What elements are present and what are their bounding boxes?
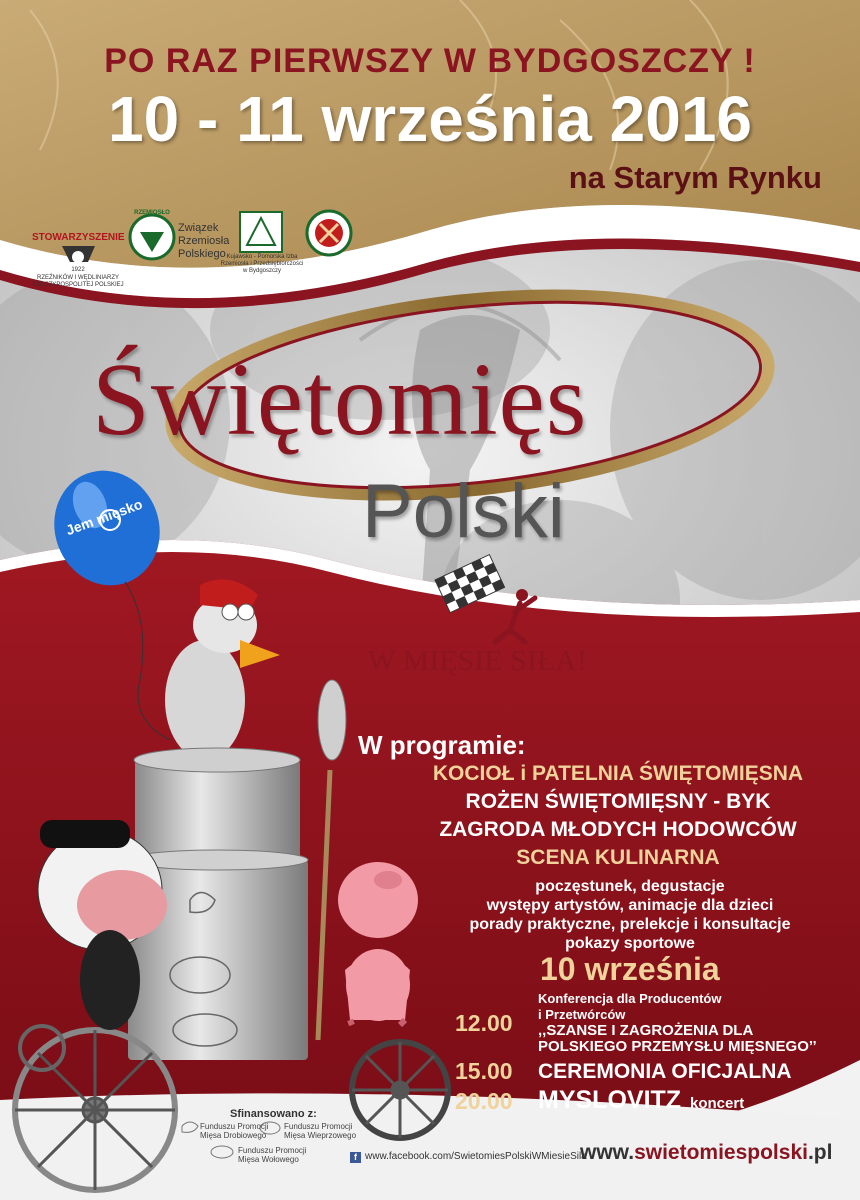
- fund-poultry: [200, 1122, 268, 1140]
- balloon-label: Jem mięsko: [63, 495, 145, 539]
- website-prefix: www.: [580, 1141, 635, 1164]
- event-dates: 10 - 11 września 2016: [108, 83, 752, 155]
- program-details: [445, 877, 815, 953]
- program-detail: pokazy sportowe: [565, 935, 695, 952]
- program-detail: występy artystów, animacje dla dzieci: [486, 897, 774, 914]
- website-name: swietomiespolski: [634, 1141, 808, 1164]
- event-venue: na Starym Rynku: [568, 160, 822, 195]
- website-link[interactable]: [580, 1141, 832, 1165]
- conference-line: ,,SZANSE I ZAGROŻENIA DLA: [538, 1022, 754, 1039]
- schedule-time: 20.00: [455, 1088, 513, 1114]
- program-detail: porady praktyczne, prelekcje i konsultacje: [469, 916, 791, 933]
- program-item: ROŻEN ŚWIĘTOMIĘSNY - BYK: [465, 790, 771, 813]
- stowarzyszenie-line1: RZEŹNIKÓW I WĘDLINIARZY: [36, 275, 119, 281]
- crest-logo-icon: [307, 211, 351, 255]
- brand-title: Świętomięs: [92, 342, 588, 457]
- zrp-line1: Związek: [178, 222, 219, 234]
- kp-line2: Rzemiosła i Przedsiębiorczości: [220, 261, 304, 267]
- conference-description: [538, 991, 817, 1055]
- brand-subtitle: Polski: [362, 469, 565, 554]
- fund-line: Mięsa Wołowego: [238, 1155, 299, 1164]
- stowarzyszenie-year: 1922: [71, 267, 85, 273]
- zrp-line3: Polskiego: [178, 248, 226, 260]
- facebook-icon: f: [350, 1152, 361, 1163]
- zrp-logo-icon: [130, 215, 174, 259]
- conference-line: i Przetwórców: [538, 1007, 626, 1022]
- fund-beef: [238, 1146, 306, 1164]
- program-item: SCENA KULINARNA: [516, 846, 720, 869]
- facebook-url: www.facebook.com/SwietomiesPolskiWMiesieSila: [365, 1151, 587, 1162]
- website-suffix: .pl: [807, 1141, 833, 1164]
- program-list: [398, 760, 838, 872]
- schedule-time: 15.00: [455, 1058, 513, 1084]
- program-detail: poczęstunek, degustacje: [535, 878, 725, 895]
- facebook-link[interactable]: [350, 1151, 587, 1163]
- schedule-event-suffix: koncert: [690, 1095, 745, 1112]
- headline: PO RAZ PIERWSZY W BYDGOSZCZY !: [104, 42, 756, 80]
- kp-logo-icon: [240, 212, 282, 252]
- schedule-event-band: MYSLOVITZ: [538, 1086, 682, 1114]
- stowarzyszenie-line2: RZECZYPOSPOLITEJ POLSKIEJ: [32, 282, 124, 288]
- zrp-abbr: RZEMIOSŁO: [134, 210, 170, 216]
- schedule-event: CEREMONIA OFICJALNA: [538, 1060, 792, 1083]
- financed-by-label: Sfinansowano z:: [230, 1108, 317, 1120]
- schedule-time: 12.00: [455, 1010, 513, 1036]
- fund-line: Funduszu Promocji: [200, 1122, 269, 1131]
- kp-line3: w Bydgoszczy: [242, 268, 281, 274]
- kp-line1: Kujawsko - Pomorska Izba: [226, 254, 298, 260]
- program-item: KOCIOŁ i PATELNIA ŚWIĘTOMIĘSNA: [432, 762, 804, 785]
- fund-pork: [284, 1122, 356, 1140]
- fund-line: Mięsa Wieprzowego: [284, 1131, 357, 1140]
- schedule-day: 10 września: [540, 951, 720, 987]
- conference-line: POLSKIEGO PRZEMYSŁU MIĘSNEGO’’: [538, 1038, 817, 1055]
- stowarzyszenie-label: STOWARZYSZENIE: [32, 232, 125, 243]
- fund-line: Funduszu Promocji: [238, 1146, 307, 1155]
- fund-line: Mięsa Drobiowego: [200, 1131, 267, 1140]
- conference-line: Konferencja dla Producentów: [538, 991, 722, 1006]
- program-title: W programie:: [358, 730, 526, 760]
- program-item: ZAGRODA MŁODYCH HODOWCÓW: [439, 818, 797, 841]
- brand-slogan: W MIĘSIE SIŁA!: [368, 645, 588, 677]
- zrp-line2: Rzemiosła: [178, 235, 230, 247]
- fund-line: Funduszu Promocji: [284, 1122, 353, 1131]
